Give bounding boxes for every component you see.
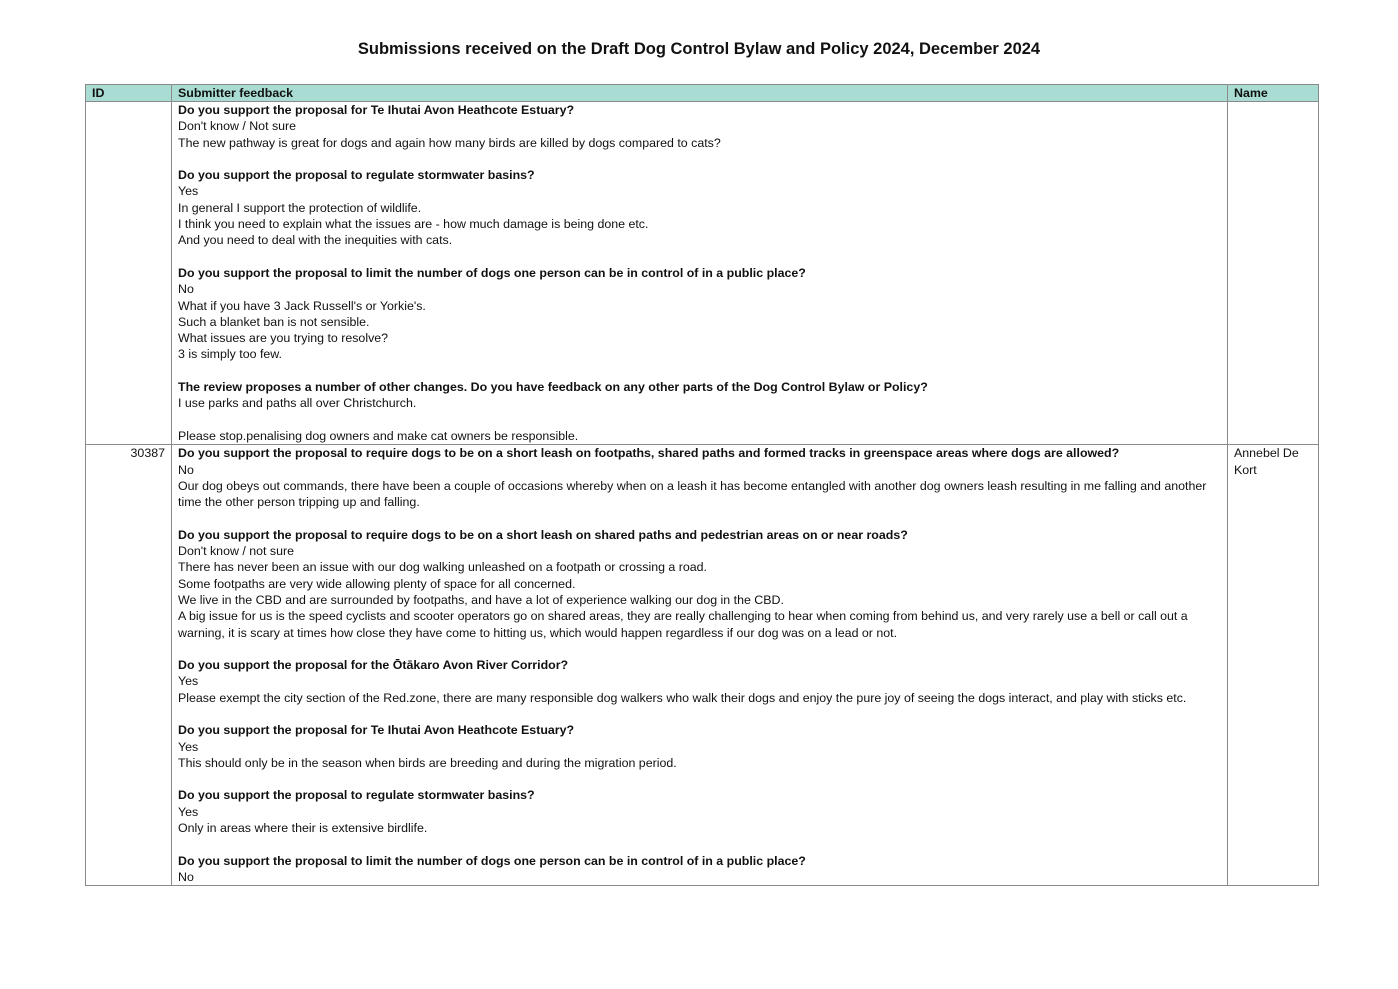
answer-line: Yes bbox=[178, 184, 199, 199]
spacer bbox=[178, 151, 1221, 167]
spacer bbox=[178, 412, 1221, 428]
answer-line: I use parks and paths all over Christchurch. bbox=[178, 396, 417, 411]
question: Do you support the proposal for Te Ihutai Avon Heathcote Estuary? bbox=[178, 103, 575, 117]
document-title: Submissions received on the Draft Dog Control Bylaw and Policy 2024, December 2024 bbox=[357, 40, 1041, 58]
answer-line: Some footpaths are very wide allowing plenty of space for all concerned. bbox=[178, 576, 576, 591]
answer-line: The new pathway is great for dogs and again how many birds are killed by dogs compared to cats? bbox=[178, 135, 721, 150]
column-header-id: ID bbox=[86, 85, 172, 102]
question: Do you support the proposal for Te Ihutai Avon Heathcote Estuary? bbox=[178, 723, 575, 738]
answer-line: No bbox=[178, 462, 194, 477]
question: Do you support the proposal to limit the number of dogs one person can be in control of in a public place? bbox=[178, 853, 806, 868]
answer-line: This should only be in the season when birds are breeding and during the migration period. bbox=[178, 755, 677, 770]
answer-line: What if you have 3 Jack Russell's or Yorkie's. bbox=[178, 298, 426, 313]
spacer bbox=[178, 363, 1221, 379]
answer-line: 3 is simply too few. bbox=[178, 347, 282, 362]
answer-line: Please exempt the city section of the Red.zone, there are many responsible dog walkers who walk their dogs and enjoy the pure joy of seeing the dogs interact, and play with sticks etc. bbox=[178, 690, 1187, 705]
answer-line: Yes bbox=[178, 804, 199, 819]
answer-line: I think you need to explain what the issues are - how much damage is being done etc. bbox=[178, 217, 649, 232]
table-row bbox=[86, 102, 1319, 445]
answer-line: There has never been an issue with our dog walking unleashed on a footpath or crossing a road. bbox=[178, 560, 708, 575]
submissions-table bbox=[85, 84, 1319, 886]
answer-line: Please stop.penalising dog owners and make cat owners be responsible. bbox=[178, 428, 579, 443]
question: The review proposes a number of other changes. Do you have feedback on any other parts of the Dog Control Bylaw or Policy? bbox=[178, 380, 928, 395]
spacer bbox=[178, 771, 1221, 787]
answer-line: What issues are you trying to resolve? bbox=[178, 331, 389, 346]
submission-id bbox=[86, 102, 172, 445]
submitter-feedback bbox=[172, 445, 1228, 886]
column-header-name: Name bbox=[1228, 85, 1319, 102]
question: Do you support the proposal to regulate stormwater basins? bbox=[178, 168, 535, 183]
spacer bbox=[178, 836, 1221, 852]
answer-line: A big issue for us is the speed cyclists and scooter operators go on shared areas, they are really challenging to hear when coming from behind us, and very rarely use a bell or call out a warning, it is scary at times how close they have come to hitting us, which would happen regardless if our dog was on a lead or not. bbox=[178, 609, 1188, 640]
question: Do you support the proposal to limit the number of dogs one person can be in control of in a public place? bbox=[178, 265, 806, 280]
answer-line: Yes bbox=[178, 674, 199, 689]
answer-line: Don't know / not sure bbox=[178, 544, 295, 559]
submission-id: 30387 bbox=[86, 445, 172, 886]
question: Do you support the proposal for the Ōtākaro Avon River Corridor? bbox=[178, 658, 569, 673]
submitter-name: Annebel De Kort bbox=[1228, 445, 1319, 886]
spacer bbox=[178, 510, 1221, 526]
answer-line: Yes bbox=[178, 739, 199, 754]
answer-line: Only in areas where their is extensive birdlife. bbox=[178, 821, 428, 836]
answer-line: No bbox=[178, 282, 194, 297]
spacer bbox=[178, 706, 1221, 722]
submitter-name bbox=[1228, 102, 1319, 445]
answer-line: We live in the CBD and are surrounded by footpaths, and have a lot of experience walking our dog in the CBD. bbox=[178, 592, 784, 607]
answer-line: Our dog obeys out commands, there have been a couple of occasions whereby when on a leash it has become entangled with another dog owners leash resulting in me falling and another time the other person tripping up and falling. bbox=[178, 478, 1207, 510]
question: Do you support the proposal to require dogs to be on a short leash on footpaths, shared paths and formed tracks in greenspace areas where dogs are allowed? bbox=[178, 446, 1120, 461]
answer-line: And you need to deal with the inequities with cats. bbox=[178, 233, 453, 248]
submitter-feedback bbox=[172, 102, 1228, 445]
spacer bbox=[178, 641, 1221, 657]
table-row bbox=[86, 445, 1319, 886]
answer-line: No bbox=[178, 869, 194, 884]
answer-line: In general I support the protection of wildlife. bbox=[178, 200, 422, 215]
table-header-row bbox=[86, 85, 1319, 102]
column-header-feedback: Submitter feedback bbox=[172, 85, 1228, 102]
answer-line: Don't know / Not sure bbox=[178, 119, 297, 134]
answer-line: Such a blanket ban is not sensible. bbox=[178, 314, 370, 329]
question: Do you support the proposal to require dogs to be on a short leash on shared paths and pedestrian areas on or near roads? bbox=[178, 527, 908, 542]
question: Do you support the proposal to regulate stormwater basins? bbox=[178, 788, 535, 803]
spacer bbox=[178, 249, 1221, 265]
